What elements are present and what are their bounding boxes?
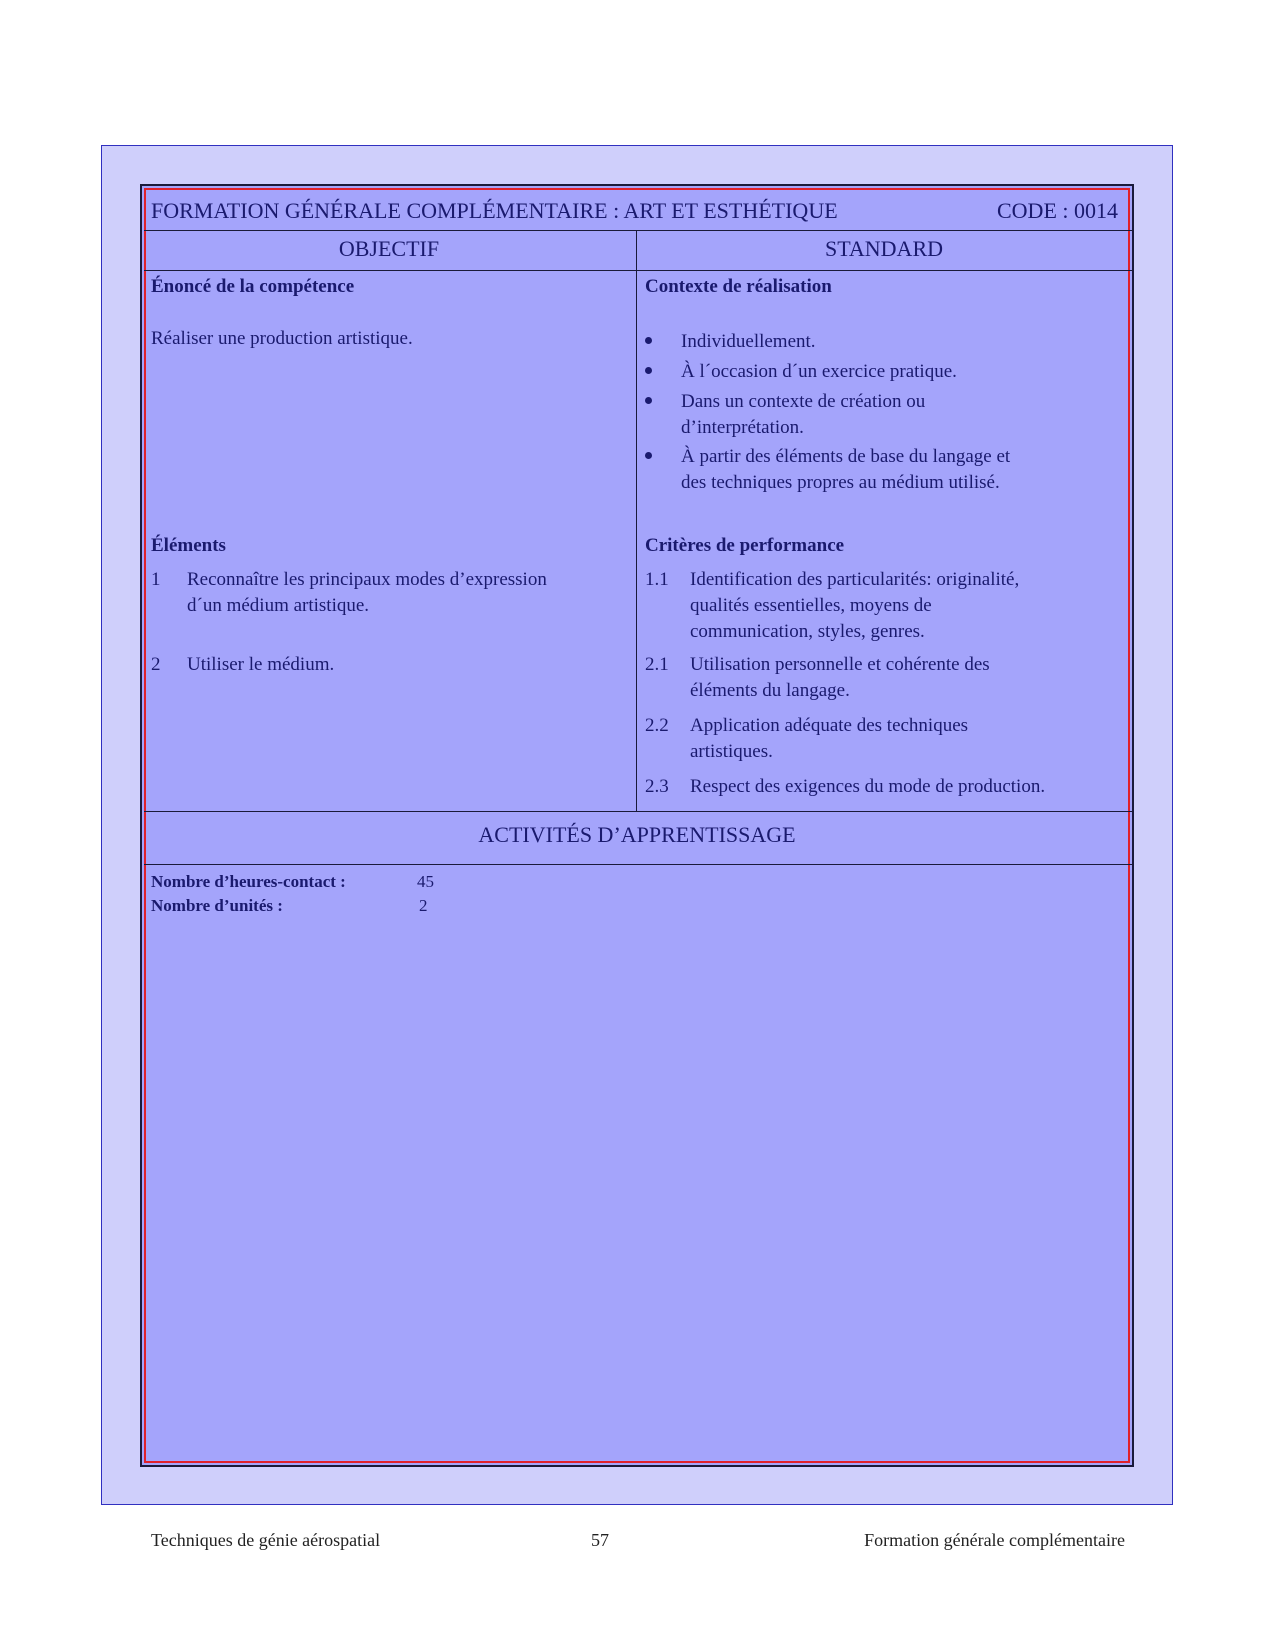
critere-text-line: Respect des exigences du mode de production.: [690, 776, 1046, 797]
critere-number: 1.1: [645, 569, 669, 590]
bullet-icon: [645, 367, 652, 374]
bullet-icon: [645, 337, 652, 344]
elements-heading: Éléments: [151, 535, 226, 556]
activites-bottom-divider: [144, 864, 1132, 865]
course-code: CODE : 0014: [997, 198, 1118, 223]
columns-divider: [144, 270, 1132, 271]
critere-text-line: Identification des particularités: originalité,: [690, 569, 1020, 590]
units-value: 2: [419, 896, 428, 915]
bullet-icon: [645, 397, 652, 404]
course-card: [140, 184, 1134, 1467]
contexte-item-line: À partir des éléments de base du langage et: [681, 446, 1011, 467]
contexte-item-line: À l´occasion d´un exercice pratique.: [681, 361, 957, 382]
critere-text-line: Utilisation personnelle et cohérente des: [690, 654, 990, 675]
contexte-item-line: Individuellement.: [681, 331, 816, 352]
footer-program: Techniques de génie aérospatial: [151, 1530, 381, 1550]
units-label: Nombre d’unités :: [151, 896, 283, 915]
element-text-line: Reconnaître les principaux modes d’expression: [187, 569, 547, 590]
critere-text-line: éléments du langage.: [690, 680, 850, 701]
contexte-item-line: d’interprétation.: [681, 417, 804, 438]
critere-text-line: Application adéquate des techniques: [690, 715, 969, 736]
contexte-item-line: Dans un contexte de création ou: [681, 391, 926, 412]
standard-heading: STANDARD: [824, 236, 944, 261]
activites-top-divider: [144, 811, 1132, 812]
objectif-heading: OBJECTIF: [338, 236, 440, 261]
element-text-line: d´un médium artistique.: [187, 595, 370, 616]
contexte-item-line: des techniques propres au médium utilisé.: [681, 472, 1000, 493]
column-separator: [636, 230, 637, 811]
element-number: 1: [151, 569, 161, 590]
footer-page-number: 57: [591, 1530, 609, 1550]
critere-text-line: communication, styles, genres.: [690, 621, 925, 642]
contexte-heading: Contexte de réalisation: [645, 276, 832, 297]
footer-section: Formation générale complémentaire: [864, 1530, 1125, 1550]
bullet-icon: [645, 452, 652, 459]
element-text-line: Utiliser le médium.: [187, 654, 335, 675]
critere-number: 2.2: [645, 715, 669, 736]
header-divider: [144, 230, 1132, 231]
course-title: FORMATION GÉNÉRALE COMPLÉMENTAIRE : ART ET ESTHÉTIQUE: [151, 198, 838, 223]
element-number: 2: [151, 654, 161, 675]
critere-text-line: qualités essentielles, moyens de: [690, 595, 932, 616]
critere-number: 2.3: [645, 776, 669, 797]
hours-label: Nombre d’heures-contact :: [151, 872, 346, 891]
critere-text-line: artistiques.: [690, 741, 773, 762]
activites-heading: ACTIVITÉS D’APPRENTISSAGE: [478, 822, 796, 847]
criteres-heading: Critères de performance: [645, 535, 845, 556]
competence-text: Réaliser une production artistique.: [151, 328, 413, 349]
hours-value: 45: [417, 872, 434, 891]
critere-number: 2.1: [645, 654, 669, 675]
competence-heading: Énoncé de la compétence: [151, 276, 355, 297]
